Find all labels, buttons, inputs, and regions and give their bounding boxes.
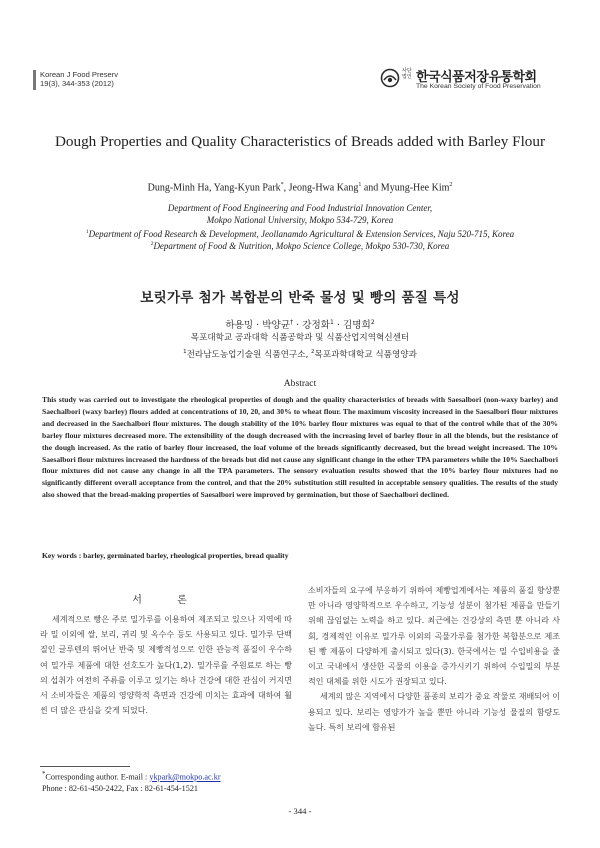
author-email-link[interactable]: ykpark@mokpo.ac.kr bbox=[149, 772, 221, 782]
author-marker: * bbox=[280, 182, 284, 188]
paper-title-english: Dough Properties and Quality Characteristics of Breads added with Barley Flour bbox=[54, 133, 546, 150]
affiliation-marker: 1 bbox=[85, 229, 89, 235]
journal-citation bbox=[40, 70, 118, 88]
body-paragraph: 소비자들의 요구에 부응하기 위하여 제빵업계에서는 제품의 품질 향상뿐만 아니라 영양학적으로 우수하고, 기능성 성분이 첨가된 제품을 만들기 위해 끊임없는 노력을 하고 있다. 최근에는 건강상의 측면 뿐 아니라 사회, 경제적인 이유로 밀가루 이외의 곡물가루를 첨가한 복합분으로 제조된 빵 제품이 다양하게 출시되고 있다(3). 한국에서는 밀 수입비용을 줄이고 국내에서 생산한 곡물의 이용을 증가시키기 위하여 수입밀의 부분적인 대체를 위한 시도가 권장되고 있다. bbox=[308, 586, 560, 687]
affiliation-line: Department of Food Engineering and Food Industrial Innovation Center, bbox=[167, 203, 433, 213]
affiliation-marker: 2 bbox=[311, 349, 315, 355]
paper-title-korean: 보릿가루 첨가 복합분의 반죽 물성 및 빵의 품질 특성 bbox=[140, 290, 460, 306]
keywords-text: barley, germinated barley, rheological properties, bread quality bbox=[81, 551, 289, 560]
author-name: , Jeong-Hwa Kang bbox=[283, 182, 359, 194]
affiliation-text: 전라남도농업기술원 식품연구소, bbox=[186, 349, 312, 360]
affiliation-marker: 1 bbox=[183, 349, 187, 355]
journal-volume: 19(3), 344-353 (2012) bbox=[40, 79, 114, 88]
keywords-label: Key words : bbox=[42, 551, 82, 560]
author-name: Dung-Minh Ha, Yang-Kyun Park bbox=[147, 182, 281, 194]
body-column-right bbox=[308, 583, 560, 735]
author-marker: 2 bbox=[370, 318, 375, 326]
author-marker: 2 bbox=[449, 182, 453, 188]
body-paragraph: 세계의 많은 지역에서 다양한 품종의 보리가 중요 작물로 재배되어 이용되고 있다. 보리는 영양가가 높을 뿐만 아니라 기능성 물질의 함량도 높다. 특히 보리에 함유된 bbox=[308, 692, 560, 732]
author-marker: 1 bbox=[330, 318, 334, 326]
affiliation-marker: 2 bbox=[150, 241, 154, 247]
author-list-english bbox=[40, 182, 560, 193]
affiliation-text: Department of Food Research & Development, Jeollanamdo Agricultural & Extension Services, Naju 520-715, Korea bbox=[88, 229, 515, 239]
section-heading-introduction: 서 론 bbox=[132, 595, 203, 606]
author-name: · 김명희 bbox=[333, 320, 371, 331]
journal-accent-bar bbox=[33, 70, 36, 90]
logo-corporate-label: 사단법인 bbox=[402, 68, 412, 80]
author-marker: † bbox=[290, 318, 294, 326]
society-emblem-icon bbox=[380, 68, 400, 88]
logo-korean-name: 한국식품저장유통학회 bbox=[416, 70, 537, 85]
logo-english-name: The Korean Society of Food Preservation bbox=[416, 83, 541, 90]
author-list-korean bbox=[40, 317, 560, 331]
journal-name: Korean J Food Preserv bbox=[40, 70, 119, 79]
footnote-email-line bbox=[42, 769, 221, 783]
affiliation-text: Department of Food & Nutrition, Mokpo Science College, Mokpo 530-730, Korea bbox=[153, 241, 450, 251]
abstract-heading: Abstract bbox=[283, 378, 317, 389]
author-name: 하용밍 · 박양균 bbox=[225, 320, 291, 331]
author-marker: 1 bbox=[358, 182, 362, 188]
abstract-body: This study was carried out to investigate the rheological properties of dough and the quality characteristics of breads with Saesalbori (non-waxy barley) and Saechalbori (waxy barley) flours added at concentrations of 10, 20, and 30% to wheat flour. The maximum viscosity increased in the Saesalbori flour mixtures and decreased in the Saechalbori flour mixtures. The dough stability of the 10% barley flour mixtures was equal to that of the control while that of the 30% barley flour mixtures decreased more. The extensibility of the dough decreased with the increasing level of barley flour in all the blends, but the resistance of the dough increased. As the ratio of barley flour increased, the loaf volume of the breads significantly decreased, but the bread weight increased. The 10% Saesalbori flour mixtures increased the hardness of the breads but did not cause any significant change in the other TPA parameters while the 10% Saechalbori flour mixtures did not cause any change in all the TPA parameters. The sensory evaluation results showed that the 10% barley flour mixtures had no significantly different overall acceptance from the control, and that the 20% substitution still resulted in acceptable sensory qualities. The results of the study also showed that the bread-making properties of Saesalbori were improved by germination, but those of Saechalbori declined. bbox=[42, 395, 558, 500]
affiliation-korean-line: 목포대학교 공과대학 식품공학과 및 식품산업지역혁신센터 bbox=[190, 333, 410, 343]
body-paragraph: 세계적으로 빵은 주로 밀가루를 이용하여 제조되고 있으나 지역에 따라 밀 이외에 쌀, 보리, 귀리 및 옥수수 등도 사용되고 있다. 밀가루 단백질인 글루텐의 뛰어난 반죽 및 제빵적성으로 인한 관능적 품질이 우수하여 밀가루 제품에 대한 선호도가 높다(1,2). 밀가루를 주원료로 하는 빵의 섭취가 여전히 주류를 이루고 있기는 하나 건강에 대한 관심이 커지면서 소비자들은 제품의 영양학적 측면과 건강에 미치는 효과에 대하여 훨씬 더 많은 관심을 갖게 되었다. bbox=[40, 615, 292, 716]
affiliation-korean-line bbox=[40, 346, 560, 362]
keywords-line bbox=[42, 551, 558, 560]
affiliation-text: 목포과학대학교 식품영양과 bbox=[314, 349, 417, 360]
page-number: - 344 - bbox=[288, 806, 312, 816]
footnote-divider bbox=[40, 766, 130, 767]
affiliation-line: Mokpo National University, Mokpo 534-729, Korea bbox=[206, 215, 394, 225]
author-name: and Myung-Hee Kim bbox=[361, 182, 450, 194]
author-name: · 강정화 bbox=[293, 320, 331, 331]
footnote-phone-line: Phone : 82-61-450-2422, Fax : 82-61-454-1521 bbox=[42, 784, 199, 794]
affiliation-line bbox=[40, 238, 560, 252]
footnote-label: Corresponding author. E-mail : bbox=[45, 772, 150, 782]
body-column-left bbox=[40, 612, 292, 718]
corresponding-author-footnote bbox=[42, 769, 221, 795]
footnote-marker: * bbox=[42, 771, 46, 778]
society-logo bbox=[380, 66, 560, 94]
